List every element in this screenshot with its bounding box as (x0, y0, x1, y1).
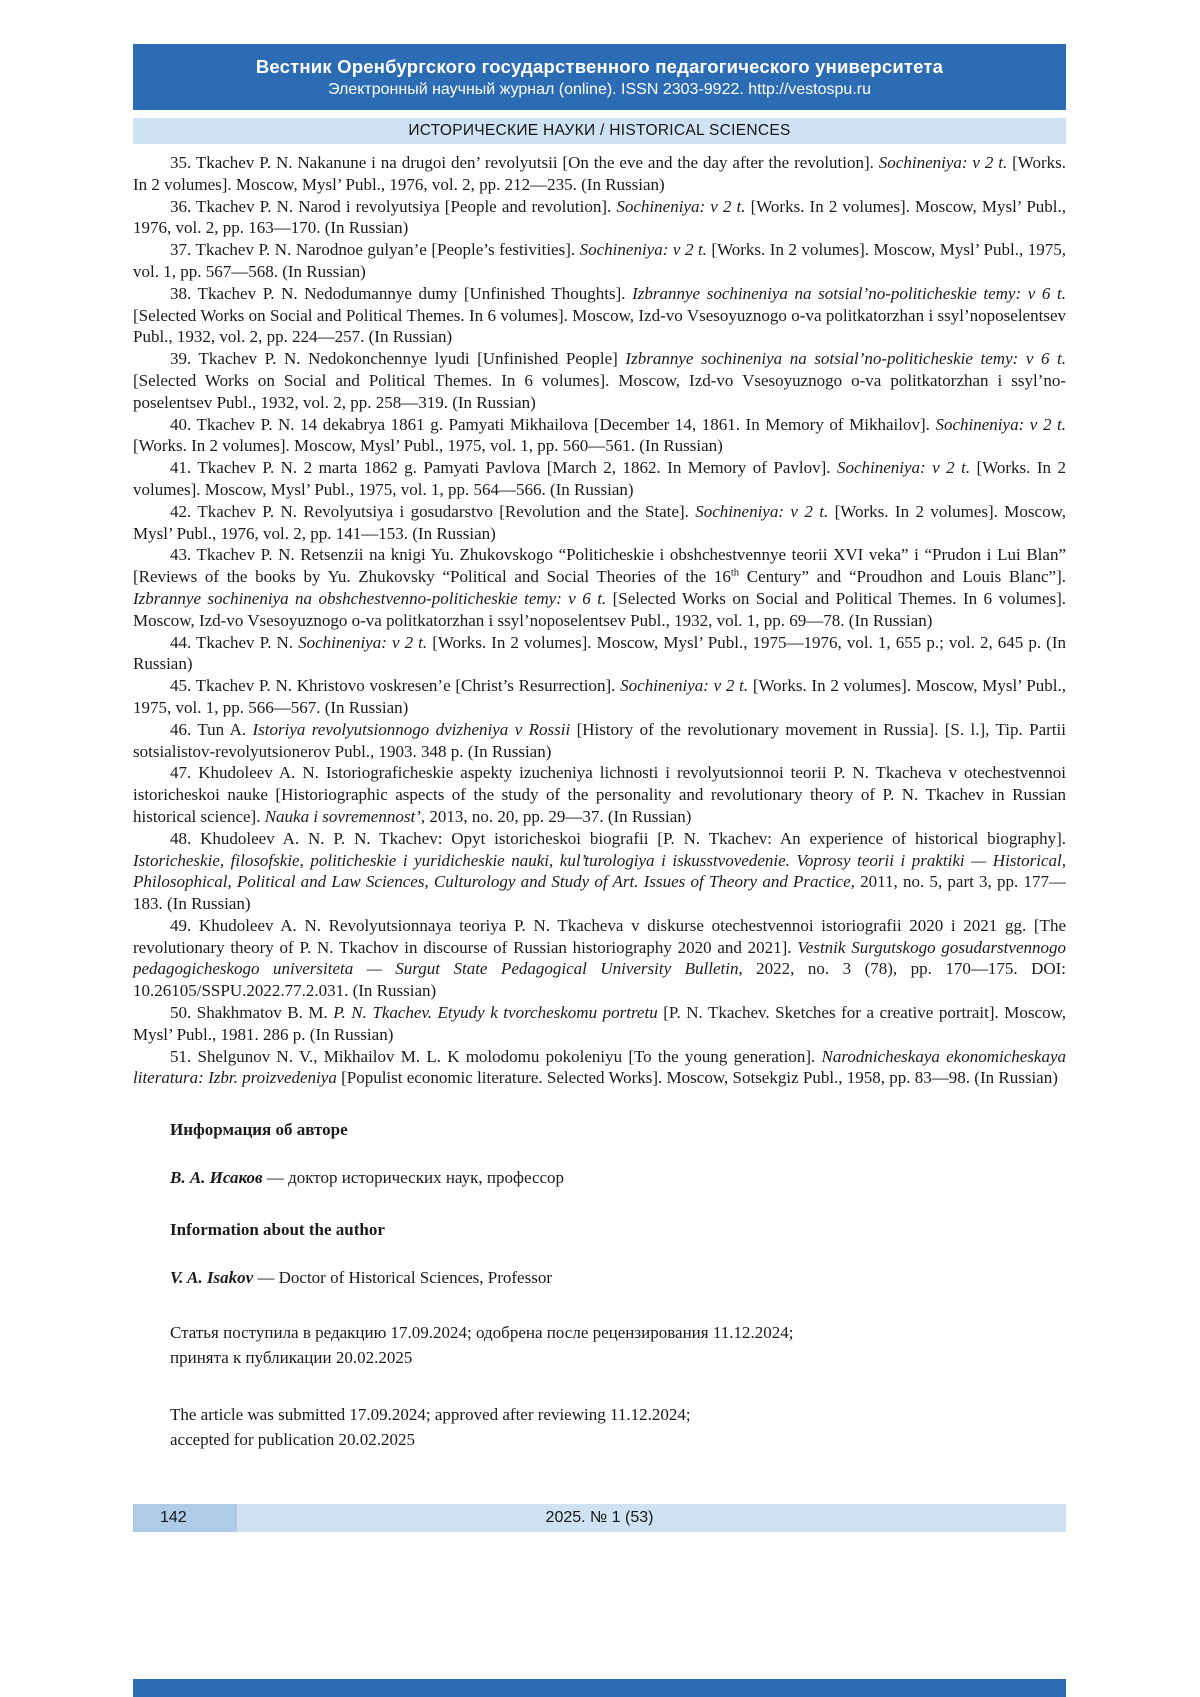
text-segment: — Doctor of Historical Sciences, Professor (253, 1267, 552, 1287)
reference-item (133, 915, 1066, 1002)
submission-dates-en (133, 1402, 1066, 1452)
reference-item (133, 544, 1066, 631)
reference-item (133, 828, 1066, 915)
text-segment: [Works. In 2 volumes]. Moscow, Mysl’ Publ., 1975, vol. 1, pp. 564—566. (In Russian) (133, 458, 1066, 499)
text-segment: [Works. In 2 volumes]. Moscow, Mysl’ Publ., 1976, vol. 2, pp. 212—235. (In Russian) (133, 153, 1066, 194)
text-segment: [Works. In 2 volumes]. Moscow, Mysl’ Publ., 1975, vol. 1, pp. 560—561. (In Russian) (133, 436, 723, 456)
page-number (133, 1504, 237, 1532)
text-segment: 49. Khudoleev A. N. Revolyutsionnaya teoriya P. N. Tkacheva v diskurse otechestvennoi istoriografii 2020 i 2021 gg. [The revolutionary theory of P. N. Tkachov in discourse of Russian historiography 2020 and 2021]. (133, 915, 1066, 957)
text-segment: Sochineniya: v 2 t. (695, 501, 829, 521)
text-segment: th (730, 567, 740, 579)
references-list (133, 152, 1066, 1089)
next-page-header-strip (133, 1679, 1066, 1697)
text-segment: 50. Shakhmatov B. M. (170, 1003, 334, 1023)
text-segment: 38. Tkachev P. N. Nedodumannye dumy [Unfinished Thoughts]. (170, 283, 633, 303)
reference-item (133, 414, 1066, 458)
text-segment: 42. Tkachev P. N. Revolyutsiya i gosudarstvo [Revolution and the State]. (170, 501, 696, 521)
text-line: The article was submitted 17.09.2024; approved after reviewing 11.12.2024; (170, 1405, 691, 1425)
text-segment: 48. Khudoleev A. N. P. N. Tkachev: Opyt istoricheskoi biografii [P. N. Tkachev: An experience of historical biography]. (170, 828, 1066, 848)
text-line: accepted for publication 20.02.2025 (170, 1430, 416, 1450)
text-segment: Sochineniya: v 2 t. (836, 458, 971, 478)
text-segment: [Works. In 2 volumes]. Moscow, Mysl’ Publ., 1975, vol. 1, pp. 566—567. (In Russian) (133, 676, 1066, 717)
submission-dates-ru (133, 1320, 1066, 1370)
text-segment: P. N. Tkachev. Etyudy k tvorcheskomu portretu (333, 1003, 658, 1023)
text-segment: 46. Tun A. (170, 719, 253, 739)
text-segment: Century” and “Proudhon and Louis Blanc”]. (739, 567, 1066, 587)
reference-item (133, 675, 1066, 719)
reference-item (133, 283, 1066, 348)
reference-item (133, 348, 1066, 413)
text-segment: [Works. In 2 volumes]. Moscow, Mysl’ Publ., 1975—1976, vol. 1, 655 p.; vol. 2, 645 p. (In Russian) (133, 632, 1067, 674)
author-line-en (133, 1267, 1066, 1289)
reference-item (133, 152, 1066, 196)
text-line: принята к публикации 20.02.2025 (170, 1348, 413, 1368)
page-number-value: 142 (160, 1509, 187, 1526)
text-segment: 47. Khudoleev A. N. Istoriograficheskie aspekty izucheniya lichnosti i revolyutsionnoi teorii P. N. Tkacheva v otechestvennoi istoricheskoi nauke [Historiographic aspects of the study of the personality and revolutionary theory of P. N. Tkachev in Russian historical science]. (133, 763, 1066, 826)
text-line: Статья поступила в редакцию 17.09.2024; одобрена после рецензирования 11.12.2024; (170, 1323, 794, 1343)
text-segment: [Selected Works on Social and Political Themes. In 6 volumes]. Moscow, Izd-vo Vsesoyuznogo o-va politkatorzhan i ssyl’noposelentsev Publ., 1932, vol. 2, pp. 224—257. (In Russian) (133, 305, 1066, 347)
text-segment: Sochineniya: v 2 t. (616, 196, 746, 216)
reference-item (133, 719, 1066, 763)
text-segment: [P. N. Tkachev. Sketches for a creative portrait]. Moscow, Mysl’ Publ., 1981. 286 p. (In Russian) (133, 1003, 1066, 1044)
text-segment: Sochineniya: v 2 t. (579, 240, 707, 260)
text-segment: 40. Tkachev P. N. 14 dekabrya 1861 g. Pamyati Mikhailova [December 14, 1861. In Memory of Mikhailov]. (170, 414, 936, 434)
text-segment: , 2011, no. 5, part 3, pp. 177—183. (In Russian) (133, 872, 1066, 914)
text-segment: [Populist economic literature. Selected Works]. Moscow, Sotsekgiz Publ., 1958, pp. 83—98. (In Russian) (336, 1068, 1058, 1088)
text-segment: [Selected Works on Social and Political Themes. In 6 volumes]. Moscow, Izd-vo Vsesoyuznogo o-va politkatorzhan i ssyl’no-poselentsev Publ., 1932, vol. 2, pp. 258—319. (In Russian) (133, 370, 1066, 412)
text-segment: — доктор исторических наук, профессор (262, 1168, 565, 1188)
text-segment: [History of the revolutionary movement in Russia]. [S. l.], Tip. Partii sotsialistov-revolyutsionerov Publ., 1903. 348 p. (In Russian) (133, 719, 1066, 761)
text-segment: 51. Shelgunov N. V., Mikhailov M. L. K molodomu pokoleniyu [To the young generation]. (170, 1046, 822, 1066)
text-segment: Sochineniya: v 2 t. (878, 153, 1008, 172)
text-segment: Sochineniya: v 2 t. (620, 676, 749, 696)
text-segment: Vestnik Surgutskogo gosudarstvennogo pedagogicheskogo universiteta — Surgut State Pedagogical University Bulletin (133, 937, 1066, 979)
reference-item (133, 1002, 1066, 1046)
reference-item (133, 762, 1066, 827)
text-segment: , 2013, no. 20, pp. 29—37. (In Russian) (420, 806, 692, 826)
author-line-ru (133, 1167, 1066, 1189)
journal-subtitle: Электронный научный журнал (online). ISSN 2303-9922. http://vestospu.ru (328, 80, 871, 98)
text-segment: [Works. In 2 volumes]. Moscow, Mysl’ Publ., 1976, vol. 2, pp. 141—153. (In Russian) (133, 501, 1066, 543)
text-segment: В. А. Исаков (170, 1168, 263, 1188)
journal-title: Вестник Оренбургского государственного педагогического университета (255, 55, 944, 77)
reference-item (133, 1046, 1066, 1090)
text-segment: V. A. Isakov (170, 1267, 254, 1287)
text-segment: 39. Tkachev P. N. Nedokonchennye lyudi [Unfinished People] (170, 349, 626, 369)
reference-item (133, 457, 1066, 501)
text-segment: 44. Tkachev P. N. (170, 632, 299, 652)
text-segment: Izbrannye sochineniya na sotsial’no-politicheskie temy: v 6 t. (625, 349, 1066, 369)
reference-item (133, 239, 1066, 283)
text-segment: Nauka i sovremennost’ (264, 806, 421, 826)
page-body (133, 152, 1066, 1452)
issue-label: 2025. № 1 (53) (545, 1509, 654, 1526)
author-info-heading-ru: Информация об авторе (170, 1120, 348, 1140)
journal-header (133, 44, 1066, 110)
text-segment: , 2022, no. 3 (78), pp. 170—175. DOI: 10.26105/SSPU.2022.77.2.031. (In Russian) (133, 959, 1067, 1001)
text-segment: 41. Tkachev P. N. 2 marta 1862 g. Pamyati Pavlova [March 2, 1862. In Memory of Pavlov]. (170, 458, 837, 478)
text-segment: Narodnicheskaya ekonomicheskaya literatura: Izbr. proizvedeniya (133, 1046, 1066, 1088)
text-segment: Sochineniya: v 2 t. (935, 414, 1066, 434)
text-segment: [Works. In 2 volumes]. Moscow, Mysl’ Publ., 1975, vol. 1, pp. 567—568. (In Russian) (133, 240, 1066, 281)
footer-band (133, 1504, 1066, 1532)
text-segment: Sochineniya: v 2 t. (298, 632, 428, 652)
text-segment: 43. Tkachev P. N. Retsenzii na knigi Yu. Zhukovskogo “Politicheskie i obshchestvennye teorii XVI veka” i “Prudon i Lui Blan” [Reviews of the books by Yu. Zhukovsky “Political and Social Theories of the 16 (133, 545, 1066, 587)
text-segment: 36. Tkachev P. N. Narod i revolyutsiya [People and revolution]. (170, 196, 617, 216)
reference-item (133, 196, 1066, 240)
text-segment: 37. Tkachev P. N. Narodnoe gulyan’e [People’s festivities]. (170, 240, 580, 260)
text-segment: Istoriya revolyutsionnogo dvizheniya v Rossii (252, 719, 571, 739)
reference-item (133, 632, 1066, 676)
text-segment: 45. Tkachev P. N. Khristovo voskresen’e [Christ’s Resurrection]. (170, 676, 621, 696)
section-heading: ИСТОРИЧЕСКИЕ НАУКИ / HISTORICAL SCIENCES (133, 118, 1066, 144)
text-segment: [Works. In 2 volumes]. Moscow, Mysl’ Publ., 1976, vol. 2, pp. 163—170. (In Russian) (133, 196, 1066, 238)
text-segment: 35. Tkachev P. N. Nakanune i na drugoi den’ revolyutsii [On the eve and the day after the revolution]. (170, 153, 879, 172)
text-segment: Izbrannye sochineniya na sotsial’no-politicheskie temy: v 6 t. (632, 283, 1066, 303)
text-segment: Izbrannye sochineniya na obshchestvenno-politicheskie temy: v 6 t. (133, 588, 607, 608)
text-segment: Istoricheskie, filosofskie, politicheskie i yuridicheskie nauki, kul’turologiya i iskusstvovedenie. Voprosy teorii i praktiki — Historical, Philosophical, Political and Law Sciences, Culturology and Study of Art. Issues of Theory and Practice (133, 850, 1066, 892)
text-segment: [Selected Works on Social and Political Themes. In 6 volumes]. Moscow, Izd-vo Vsesoyuznogo o-va politkatorzhan i ssyl’noposelentsev Publ., 1932, vol. 1, pp. 69—78. (In Russian) (133, 588, 1066, 630)
reference-item (133, 501, 1066, 545)
author-info-heading-en: Information about the author (170, 1219, 385, 1239)
